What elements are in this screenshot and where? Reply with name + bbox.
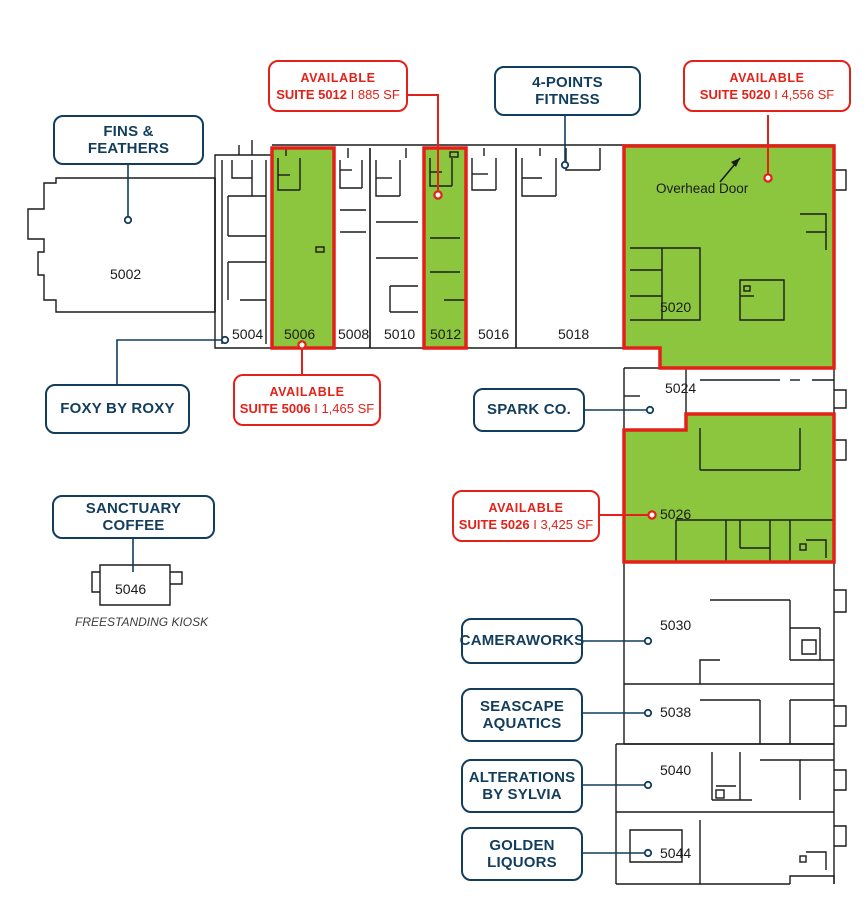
callout-label: SANCTUARY COFFEE: [85, 499, 182, 534]
availability-callout-5020[interactable]: [683, 60, 851, 112]
leader-lines: [117, 115, 650, 853]
suite-label-5006: 5006: [284, 326, 316, 342]
callout-label: ALTERATIONS BY SYLVIA: [468, 768, 576, 803]
availability-detail: [700, 87, 834, 102]
callout-fins-feathers[interactable]: [53, 115, 204, 165]
suite-label-5026: 5026: [660, 506, 692, 522]
availability-title: AVAILABLE: [269, 384, 345, 399]
availability-callout-5026[interactable]: [452, 490, 600, 542]
availability-detail: [276, 87, 400, 102]
callout-foxy-by-roxy[interactable]: [45, 384, 190, 434]
suite-label-5024: 5024: [665, 380, 697, 396]
freestanding-kiosk-label: FREESTANDING KIOSK: [75, 615, 209, 629]
callout-label: FINS & FEATHERS: [87, 122, 170, 157]
availability-detail: [459, 517, 593, 532]
availability-suite: SUITE 5006: [239, 400, 311, 416]
availability-area: 885 SF: [357, 86, 400, 102]
callout-spark-co[interactable]: [473, 388, 585, 432]
callout-label: SEASCAPE AQUATICS: [479, 697, 565, 732]
callout-label: SPARK CO.: [486, 401, 572, 419]
callout-label: 4-POINTS FITNESS: [532, 73, 603, 108]
suite-label-5030: 5030: [660, 617, 692, 633]
availability-suite: SUITE 5012: [276, 86, 348, 102]
availability-title: AVAILABLE: [300, 70, 376, 85]
overhead-door-label: Overhead Door: [656, 181, 749, 196]
suite-label-5010: 5010: [384, 326, 416, 342]
availability-separator: I: [347, 86, 358, 102]
availability-callout-5006[interactable]: [233, 374, 381, 426]
availability-callout-5012[interactable]: [268, 60, 408, 112]
callout-cameraworks[interactable]: [461, 618, 583, 664]
suite-label-5020: 5020: [660, 299, 692, 315]
suite-label-5002: 5002: [110, 266, 142, 282]
suite-label-5046: 5046: [115, 581, 147, 597]
available-fill-5020: [624, 146, 834, 368]
suite-label-5016: 5016: [478, 326, 510, 342]
suite-label-5038: 5038: [660, 704, 692, 720]
callout-label: GOLDEN LIQUORS: [487, 836, 557, 871]
suite-label-5012: 5012: [430, 326, 462, 342]
callout-4-points-fitness[interactable]: [494, 66, 641, 116]
callout-alterations-by-sylvia[interactable]: [461, 759, 583, 813]
suite-label-5018: 5018: [558, 326, 590, 342]
suite-label-5044: 5044: [660, 845, 692, 861]
available-fill-5026: [624, 414, 834, 562]
availability-separator: I: [770, 86, 782, 102]
suite-label-5040: 5040: [660, 762, 692, 778]
availability-separator: I: [529, 516, 541, 532]
availability-suite: SUITE 5026: [458, 516, 530, 532]
callout-seascape-aquatics[interactable]: [461, 688, 583, 742]
callout-golden-liquors[interactable]: [461, 827, 583, 881]
availability-title: AVAILABLE: [729, 70, 805, 85]
suite-label-5004: 5004: [232, 326, 264, 342]
available-fill-5006: [272, 148, 334, 348]
callout-sanctuary-coffee[interactable]: [52, 495, 215, 539]
callout-label: CAMERAWORKS: [459, 632, 585, 650]
availability-separator: I: [310, 400, 322, 416]
callout-label: FOXY BY ROXY: [60, 400, 175, 418]
availability-suite: SUITE 5020: [699, 86, 771, 102]
availability-detail: [240, 401, 374, 416]
availability-area: 1,465 SF: [321, 400, 375, 416]
availability-area: 3,425 SF: [540, 516, 594, 532]
suite-label-5008: 5008: [338, 326, 370, 342]
availability-area: 4,556 SF: [781, 86, 835, 102]
availability-title: AVAILABLE: [488, 500, 564, 515]
